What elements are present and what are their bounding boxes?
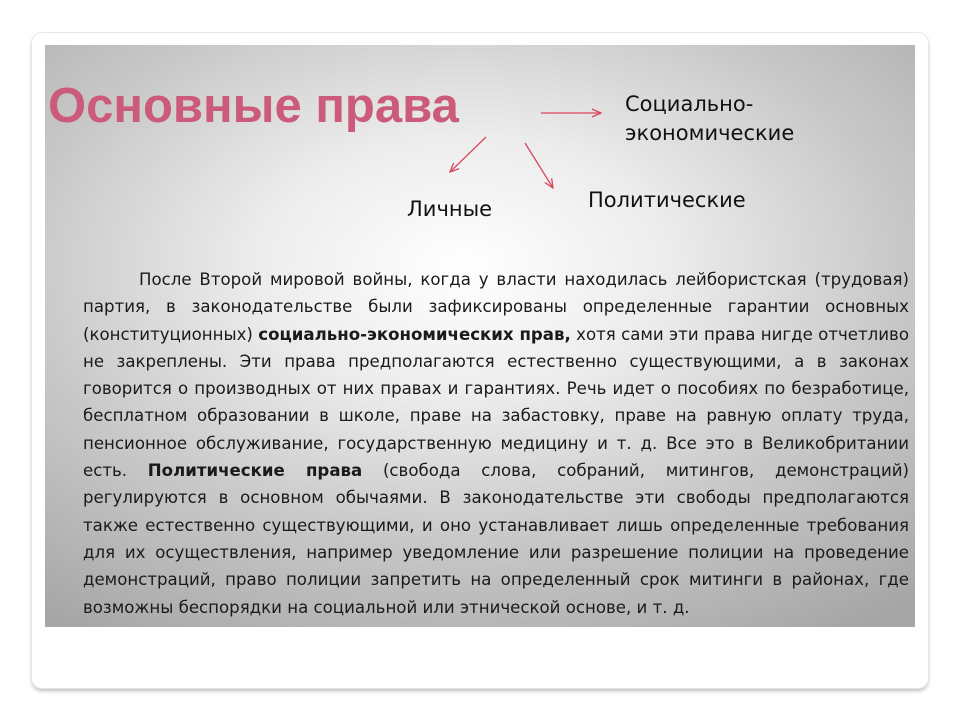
paragraph-text-1: После Второй мировой войны, когда у власти находилась лейбористская (трудовая) партия, в законодательстве были зафиксированы определенные гарантии основных (конституционных) [83, 270, 909, 344]
category-political: Политические [588, 188, 746, 212]
political-rights-highlight: Политические права [147, 461, 363, 481]
slide-title: Основные права [48, 79, 459, 133]
category-personal: Личные [407, 197, 493, 221]
arrow-to-personal [450, 137, 486, 172]
paragraph-text-2: хотя сами эти права нигде отчетливо не закреплены. Эти права предполагаются естественно существующими, а в законах говорится о производных от них правах и гарантиях. Речь идет о пособиях по безработице, бесплатном образовании в школе, праве на забастовку, праве на равную оплату труда, пенсионное обслуживание, государственную медицину и т. д. Все это в Великобритании есть. [83, 324, 909, 481]
category-socio-economic: Социально-экономические [625, 92, 795, 145]
paragraph-text-3: (свобода слова, собраний, митингов, демонстраций) регулируются в основном обычаями. В законодательстве эти свободы предполагаются также естественно существующими, и оно устанавливает лишь определенные требования для их осуществления, например уведомление или разрешение полиции на проведение демонстраций, право полиции запретить на определенный срок митинги в районах, где возможны беспорядки на социальной или этнической основе, и т. д. [83, 461, 910, 617]
socio-economic-rights-highlight: социально-экономических прав, [258, 324, 571, 344]
arrow-to-political [525, 143, 553, 188]
body-paragraph [83, 266, 909, 621]
